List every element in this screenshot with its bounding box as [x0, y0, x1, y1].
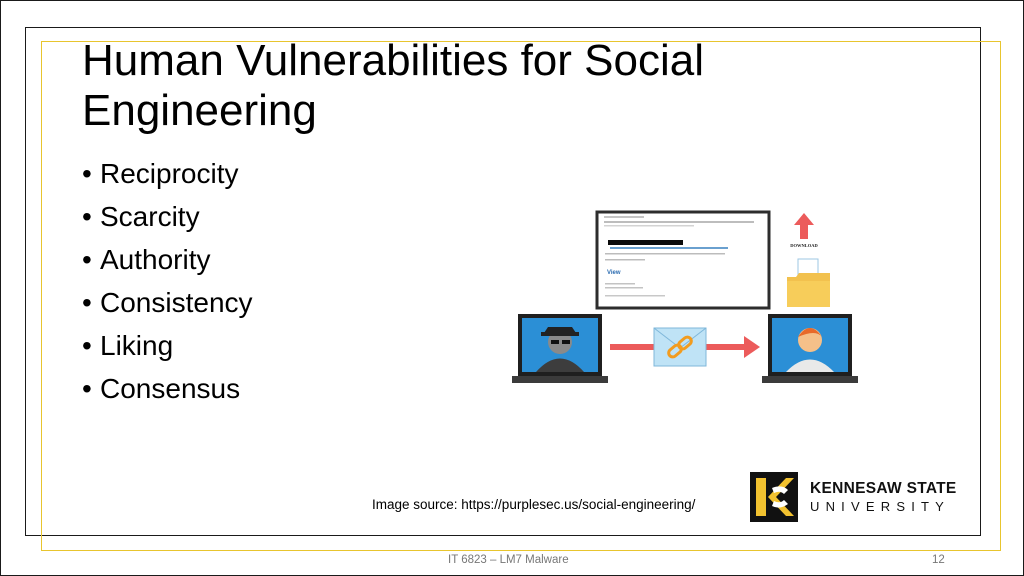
folder-icon: [787, 259, 830, 307]
image-source-caption: Image source: https://purplesec.us/social-engineering/: [372, 497, 696, 512]
page-number: 12: [932, 554, 945, 566]
bullet-label: Scarcity: [100, 201, 200, 232]
email-screenshot: [597, 212, 769, 308]
bullet-dot: •: [82, 373, 92, 404]
email-view-link: View: [607, 270, 621, 276]
logo-line2: UNIVERSITY: [810, 499, 951, 514]
bullet-dot: •: [82, 330, 92, 361]
bullet-label: Liking: [100, 330, 174, 361]
bullet-item: [82, 284, 253, 327]
bullet-list: [82, 155, 253, 413]
bullet-dot: •: [82, 244, 92, 275]
download-label: DOWNLOAD: [790, 243, 818, 248]
bullet-item: [82, 327, 253, 370]
university-logo: [746, 470, 966, 524]
bullet-dot: •: [82, 201, 92, 232]
bullet-label: Consistency: [100, 287, 253, 318]
bullet-item: [82, 155, 253, 198]
ks-logo-icon: [746, 470, 802, 524]
bullet-label: Consensus: [100, 373, 241, 404]
bullet-item: [82, 370, 253, 413]
slide-title: Human Vulnerabilities for Social Engineering: [82, 36, 704, 135]
bullet-dot: •: [82, 158, 92, 189]
logo-line1: KENNESAW STATE: [810, 480, 957, 497]
bullet-label: Authority: [100, 244, 211, 275]
bullet-item: [82, 198, 253, 241]
bullet-item: [82, 241, 253, 284]
slide-footer: IT 6823 – LM7 Malware: [448, 554, 569, 566]
bullet-dot: •: [82, 287, 92, 318]
bullet-label: Reciprocity: [100, 158, 239, 189]
download-indicator: [787, 213, 830, 307]
phishing-illustration: [508, 207, 858, 387]
upload-arrow-icon: [794, 213, 814, 239]
